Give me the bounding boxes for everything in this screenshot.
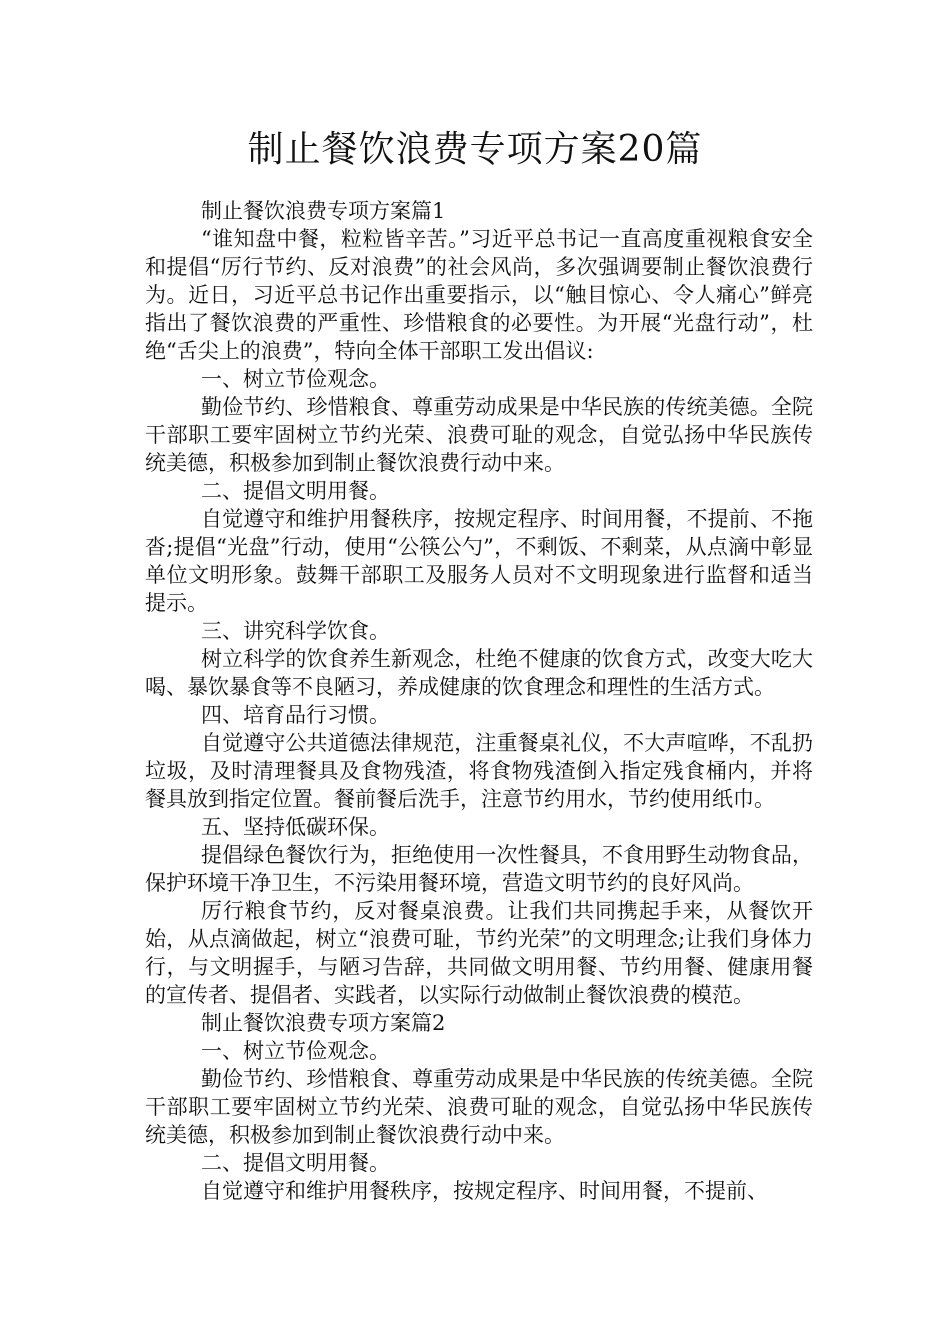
item-paragraph-5: 提倡绿色餐饮行为，拒绝使用一次性餐具，不食用野生动物食品，保护环境干净卫生，不污染用餐环境，营造文明节约的良好风尚。 (145, 843, 813, 895)
section-heading-2: 制止餐饮浪费专项方案篇2 (201, 1011, 446, 1035)
item-heading-5: 五、坚持低碳环保。 (201, 815, 390, 839)
section2-item-paragraph-2: 自觉遵守和维护用餐秩序，按规定程序、时间用餐，不提前、 (201, 1179, 768, 1203)
item-heading-2: 二、提倡文明用餐。 (201, 479, 390, 503)
section2-item-heading-1: 一、树立节俭观念。 (201, 1039, 390, 1063)
item-heading-1: 一、树立节俭观念。 (201, 367, 390, 391)
document-title: 制止餐饮浪费专项方案20篇 (247, 129, 703, 170)
section2-item-heading-2: 二、提倡文明用餐。 (201, 1151, 390, 1175)
item-paragraph-2: 自觉遵守和维护用餐秩序，按规定程序、时间用餐，不提前、不拖沓;提倡“光盘”行动，使用“公筷公勺”，不剩饭、不剩菜，从点滴中彰显单位文明形象。鼓舞干部职工及服务人员对不文明现象进行监督和适当提示。 (145, 507, 813, 615)
item-paragraph-4: 自觉遵守公共道德法律规范，注重餐桌礼仪，不大声喧哗，不乱扔垃圾，及时清理餐具及食物残渣，将食物残渣倒入指定残食桶内，并将餐具放到指定位置。餐前餐后洗手，注意节约用水，节约使用纸巾。 (145, 731, 813, 811)
closing-paragraph: 厉行粮食节约，反对餐桌浪费。让我们共同携起手来，从餐饮开始，从点滴做起，树立“浪费可耻，节约光荣”的文明理念;让我们身体力行，与文明握手，与陋习告辞，共同做文明用餐、节约用餐、健康用餐的宣传者、提倡者、实践者，以实际行动做制止餐饮浪费的模范。 (145, 899, 813, 1007)
document-body (145, 197, 813, 1205)
intro-paragraph: “谁知盘中餐，粒粒皆辛苦。”习近平总书记一直高度重视粮食安全和提倡“厉行节约、反对浪费”的社会风尚，多次强调要制止餐饮浪费行为。近日，习近平总书记作出重要指示，以“触目惊心、令人痛心”鲜亮指出了餐饮浪费的严重性、珍惜粮食的必要性。为开展“光盘行动”，杜绝“舌尖上的浪费”，特向全体干部职工发出倡议: (145, 227, 813, 363)
item-heading-4: 四、培育品行习惯。 (201, 703, 390, 727)
item-paragraph-1: 勤俭节约、珍惜粮食、尊重劳动成果是中华民族的传统美德。全院干部职工要牢固树立节约光荣、浪费可耻的观念，自觉弘扬中华民族传统美德，积极参加到制止餐饮浪费行动中来。 (145, 395, 813, 475)
item-heading-3: 三、讲究科学饮食。 (201, 619, 390, 643)
section2-item-paragraph-1: 勤俭节约、珍惜粮食、尊重劳动成果是中华民族的传统美德。全院干部职工要牢固树立节约光荣、浪费可耻的观念，自觉弘扬中华民族传统美德，积极参加到制止餐饮浪费行动中来。 (145, 1067, 813, 1147)
item-paragraph-3: 树立科学的饮食养生新观念，杜绝不健康的饮食方式，改变大吃大喝、暴饮暴食等不良陋习，养成健康的饮食理念和理性的生活方式。 (145, 647, 813, 699)
section-heading-1: 制止餐饮浪费专项方案篇1 (201, 199, 446, 223)
